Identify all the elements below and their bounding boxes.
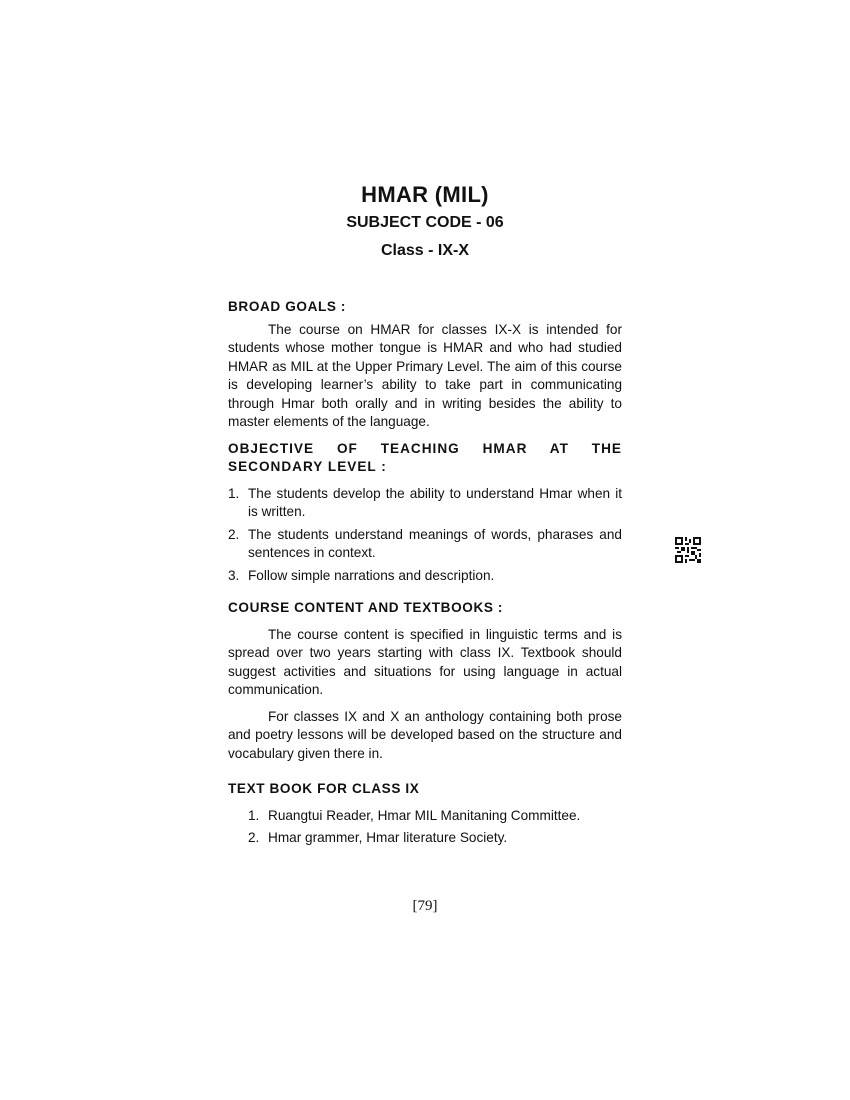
title-block: [0, 180, 850, 264]
list-item: [228, 485, 622, 522]
page-number: [79]: [412, 898, 438, 914]
course-content-para-2: For classes IX and X an anthology containing both prose and poetry lessons will be developed based on the structure and vocabulary given there in.: [228, 708, 622, 761]
broad-goals-heading: BROAD GOALS :: [228, 299, 347, 314]
page-title: HMAR (MIL): [361, 182, 489, 207]
textbooks-list: [228, 807, 622, 848]
list-item-text: The students understand meanings of words, pharases and sentences in context.: [248, 526, 622, 560]
list-item-number: 2.: [248, 830, 260, 845]
list-item-text: Ruangtui Reader, Hmar MIL Manitaning Committee.: [268, 807, 581, 823]
objective-list: [228, 485, 622, 586]
list-item-number: 2.: [228, 526, 240, 542]
course-content-para-1: The course content is specified in linguistic terms and is spread over two years starting with class IX. Textbook should suggest activities and situations for using language in actual communication.: [228, 626, 622, 697]
course-content-heading: COURSE CONTENT AND TEXTBOOKS :: [228, 600, 504, 615]
class-label: Class - IX-X: [380, 242, 470, 259]
list-item: [228, 829, 622, 848]
list-item-number: 1.: [248, 807, 260, 823]
list-item: [228, 567, 622, 586]
main-content: [228, 298, 622, 852]
qr-code-icon[interactable]: [675, 537, 701, 563]
list-item-text: The students develop the ability to understand Hmar when it is written.: [248, 485, 622, 519]
list-item-text: Hmar grammer, Hmar literature Society.: [268, 830, 508, 845]
list-item-number: 3.: [228, 567, 240, 583]
list-item-text: Follow simple narrations and description.: [248, 567, 495, 583]
objective-heading: OBJECTIVE OF TEACHING HMAR AT THE SECONDARY LEVEL :: [228, 440, 622, 474]
subject-code: SUBJECT CODE - 06: [346, 214, 504, 231]
broad-goals-text: The course on HMAR for classes IX-X is intended for students whose mother tongue is HMAR and who had studied HMAR as MIL at the Upper Primary Level. The aim of this course is developing learner’s ability to take part in communicating through Hmar both orally and in writing besides the ability to master elements of the language.: [228, 321, 622, 429]
list-item: [228, 526, 622, 563]
textbooks-heading: TEXT BOOK FOR CLASS IX: [228, 781, 420, 796]
list-item-number: 1.: [228, 485, 240, 501]
list-item: [228, 807, 622, 826]
